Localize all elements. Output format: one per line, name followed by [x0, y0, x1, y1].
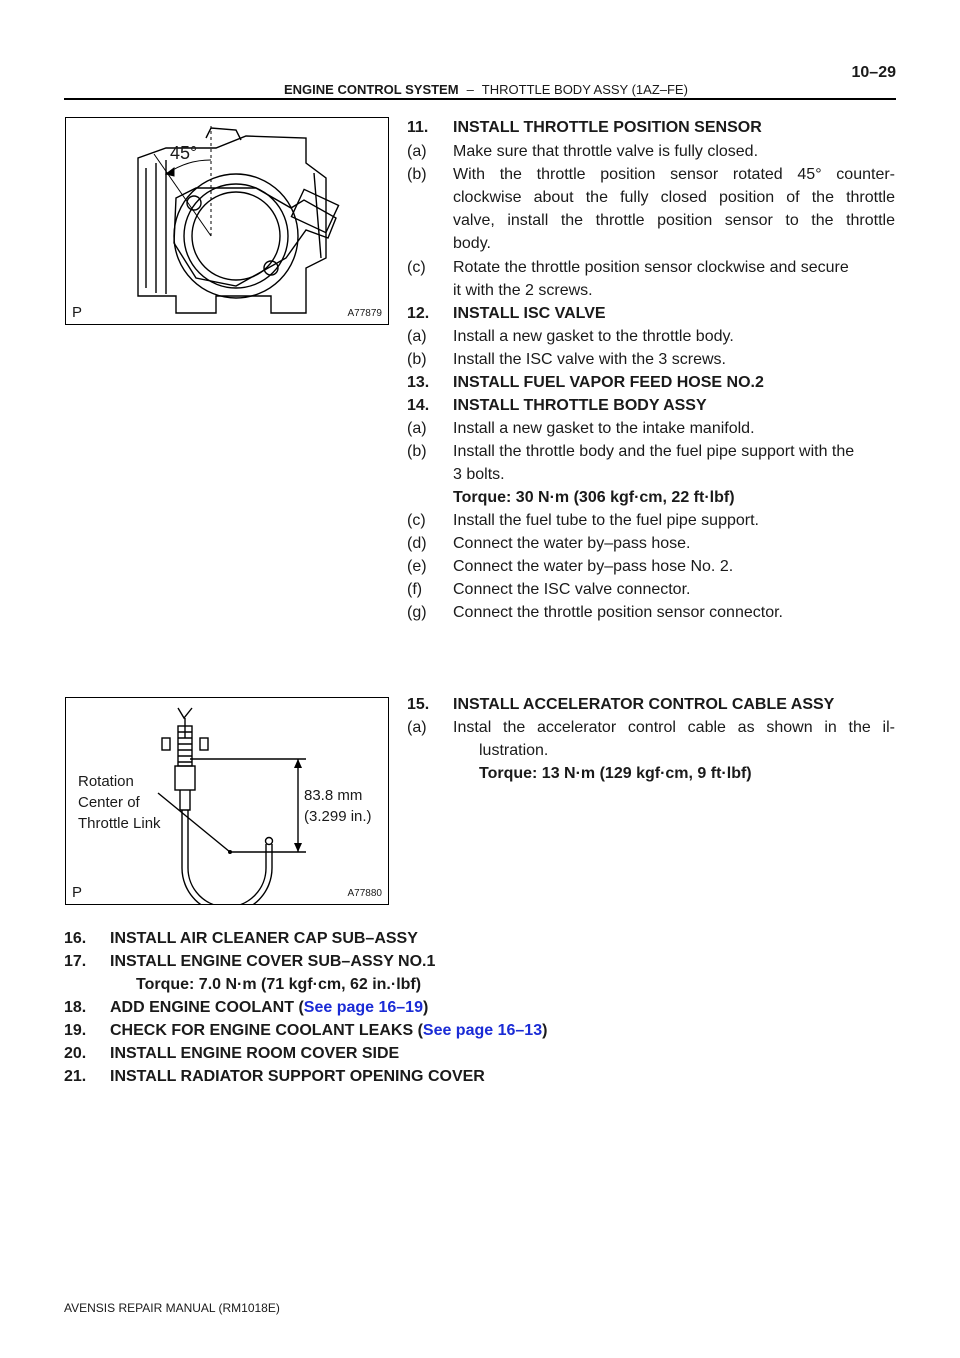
substep-label: (a) — [407, 143, 427, 160]
step-title: INSTALL ISC VALVE — [453, 305, 606, 322]
rotation-center-callout — [78, 771, 161, 834]
step-number: 18. — [64, 999, 87, 1016]
substep-label: (g) — [407, 604, 427, 621]
substep-text: lustration. — [479, 742, 549, 759]
substep-text: Install a new gasket to the intake manifold. — [453, 420, 755, 437]
substep-text: Instal the accelerator control cable as shown in the il- — [453, 719, 895, 736]
substep-text: body. — [453, 235, 491, 252]
substep-label: (c) — [407, 259, 426, 276]
figure-p-mark: P — [72, 304, 83, 321]
page-number: 10–29 — [851, 64, 896, 81]
step-number: 14. — [407, 397, 430, 414]
see-page-link[interactable]: See page 16–19 — [303, 999, 423, 1016]
page-footer: AVENSIS REPAIR MANUAL (RM1018E) — [64, 1301, 280, 1315]
torque-spec: Torque: 30 N·m (306 kgf·cm, 22 ft·lbf) — [453, 489, 735, 506]
step-number: 13. — [407, 374, 430, 391]
step-title: INSTALL FUEL VAPOR FEED HOSE NO.2 — [453, 374, 764, 391]
angle-label: 45° — [170, 143, 198, 163]
step-number: 12. — [407, 305, 430, 322]
substep-text: Connect the water by–pass hose. — [453, 535, 691, 552]
step-number: 16. — [64, 930, 87, 947]
step-number: 20. — [64, 1045, 87, 1062]
figure-code: A77879 — [347, 308, 382, 319]
paren-close: ) — [542, 1022, 548, 1039]
step-title: INSTALL AIR CLEANER CAP SUB–ASSY — [110, 930, 418, 947]
step-title: INSTALL RADIATOR SUPPORT OPENING COVER — [110, 1068, 485, 1085]
substep-label: (d) — [407, 535, 427, 552]
substep-text: With the throttle position sensor rotated 45° counter- — [453, 166, 895, 183]
step-title: INSTALL THROTTLE BODY ASSY — [453, 397, 707, 414]
figure-accelerator-cable — [65, 697, 389, 905]
header-separator: – — [466, 82, 474, 97]
substep-text: Install a new gasket to the throttle body. — [453, 328, 734, 345]
substep-label: (c) — [407, 512, 426, 529]
torque-spec: Torque: 7.0 N·m (71 kgf·cm, 62 in.·lbf) — [136, 976, 422, 993]
paren-close: ) — [422, 999, 429, 1016]
header-subsection-title: THROTTLE BODY ASSY (1AZ–FE) — [481, 82, 688, 97]
step-number: 21. — [64, 1068, 87, 1085]
substep-text: valve, install the throttle position sensor to the throttle — [453, 212, 895, 229]
substep-text: clockwise about the fully closed position of the throttle — [453, 189, 895, 206]
substep-label: (a) — [407, 328, 427, 345]
see-page-link[interactable]: See page 16–13 — [422, 1022, 543, 1039]
callout-line: Center of — [78, 794, 140, 811]
callout-line: Rotation — [78, 773, 134, 790]
substep-text: 3 bolts. — [453, 466, 505, 483]
substep-text: Install the fuel tube to the fuel pipe support. — [453, 512, 759, 529]
step-title: INSTALL ENGINE COVER SUB–ASSY NO.1 — [110, 953, 436, 970]
step-title: CHECK FOR ENGINE COOLANT LEAKS ( — [110, 1022, 423, 1039]
substep-text: Install the throttle body and the fuel pipe support with the — [453, 443, 855, 460]
callout-line: Throttle Link — [78, 815, 161, 832]
substep-text: Install the ISC valve with the 3 screws. — [453, 351, 726, 368]
substep-label: (b) — [407, 351, 427, 368]
running-header — [284, 82, 688, 97]
substep-label: (a) — [407, 420, 427, 437]
step-number: 19. — [64, 1022, 87, 1039]
dimension-metric: 83.8 mm — [304, 787, 363, 804]
header-section-title: ENGINE CONTROL SYSTEM — [284, 82, 459, 97]
throttle-body-illustration — [66, 118, 388, 324]
dimension-callout — [304, 785, 372, 827]
substep-label: (f) — [407, 581, 423, 598]
substep-text: Make sure that throttle valve is fully closed. — [453, 143, 759, 160]
substep-text: Connect the water by–pass hose No. 2. — [453, 558, 734, 575]
step-title-line — [110, 997, 428, 1019]
substep-label: (a) — [407, 719, 427, 736]
step-number: 17. — [64, 953, 87, 970]
substep-label: (e) — [407, 558, 427, 575]
substep-text: Rotate the throttle position sensor clockwise and secure — [453, 259, 849, 276]
step-title: ADD ENGINE COOLANT ( — [110, 999, 304, 1016]
step-number: 15. — [407, 696, 430, 713]
substep-text: it with the 2 screws. — [453, 282, 593, 299]
dimension-imperial: (3.299 in.) — [304, 808, 372, 825]
step-number: 11. — [407, 119, 429, 136]
step-title: INSTALL THROTTLE POSITION SENSOR — [453, 119, 762, 136]
step-title: INSTALL ACCELERATOR CONTROL CABLE ASSY — [453, 696, 835, 713]
header-rule — [64, 98, 896, 100]
figure-throttle-position-sensor — [65, 117, 389, 325]
step-title: INSTALL ENGINE ROOM COVER SIDE — [110, 1045, 400, 1062]
step-title-line — [110, 1020, 547, 1042]
substep-label: (b) — [407, 443, 427, 460]
figure-p-mark: P — [72, 884, 83, 901]
torque-spec: Torque: 13 N·m (129 kgf·cm, 9 ft·lbf) — [479, 765, 752, 782]
figure-code: A77880 — [347, 888, 382, 899]
substep-text: Connect the ISC valve connector. — [453, 581, 691, 598]
substep-text: Connect the throttle position sensor connector. — [453, 604, 783, 621]
substep-label: (b) — [407, 166, 427, 183]
